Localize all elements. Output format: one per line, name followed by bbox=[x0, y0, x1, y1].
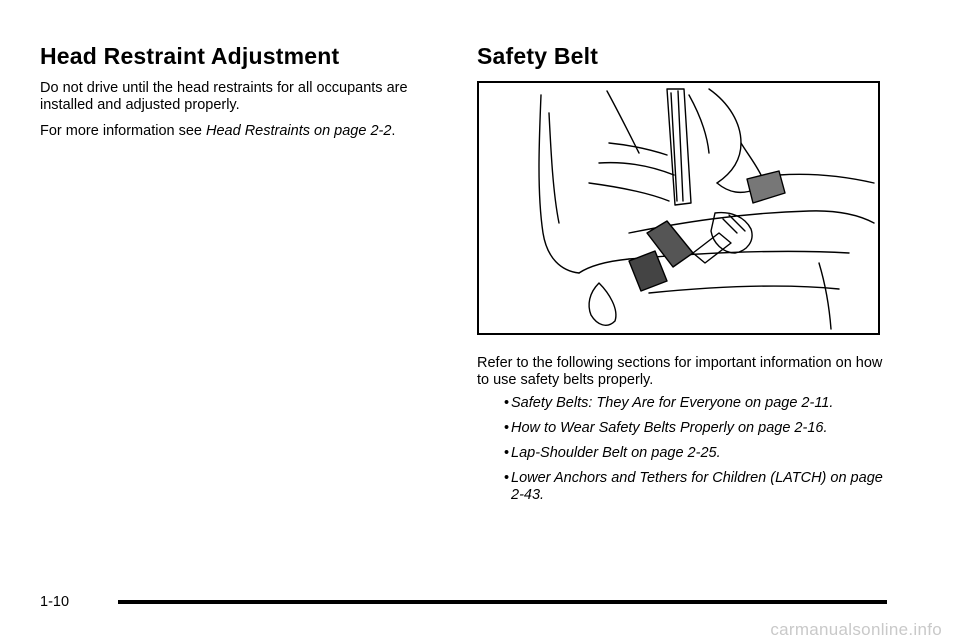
list-item[interactable] bbox=[477, 420, 887, 437]
bullet-glyph: • bbox=[504, 470, 510, 486]
page-number: 1-10 bbox=[40, 594, 70, 610]
right-column bbox=[477, 42, 887, 512]
reference-link[interactable]: How to Wear Safety Belts Properly on page 2-16. bbox=[511, 420, 828, 436]
section-heading-head-restraint: Head Restraint Adjustment bbox=[40, 43, 340, 69]
head-restraints-reference-link[interactable]: Head Restraints on page 2-2 bbox=[206, 123, 392, 139]
footer-rule bbox=[118, 600, 887, 604]
head-restraint-more-info bbox=[40, 123, 440, 140]
more-info-prefix: For more information see bbox=[40, 123, 207, 139]
buckling-belt-drawing bbox=[479, 83, 878, 333]
reference-link[interactable]: Lower Anchors and Tethers for Children (LATCH) on page 2-43. bbox=[511, 470, 883, 503]
site-watermark: carmanualsonline.info bbox=[770, 620, 942, 639]
list-item[interactable] bbox=[477, 395, 887, 412]
head-restraint-warning: Do not drive until the head restraints for all occupants are installed and adjusted properly. bbox=[40, 80, 408, 113]
reference-link[interactable]: Lap-Shoulder Belt on page 2-25. bbox=[511, 445, 721, 461]
left-column bbox=[40, 42, 440, 140]
bullet-glyph: • bbox=[504, 395, 510, 411]
bullet-glyph: • bbox=[504, 445, 510, 461]
section-heading-safety-belt: Safety Belt bbox=[477, 43, 599, 69]
list-item[interactable] bbox=[477, 470, 887, 504]
reference-link[interactable]: Safety Belts: They Are for Everyone on page 2-11. bbox=[511, 395, 834, 411]
safety-belt-reference-list bbox=[477, 395, 887, 504]
more-info-suffix: . bbox=[391, 123, 396, 139]
safety-belt-intro: Refer to the following sections for important information on how to use safety belts properly. bbox=[477, 355, 883, 388]
safety-belt-illustration bbox=[477, 81, 880, 335]
bullet-glyph: • bbox=[504, 420, 510, 436]
list-item[interactable] bbox=[477, 445, 887, 462]
